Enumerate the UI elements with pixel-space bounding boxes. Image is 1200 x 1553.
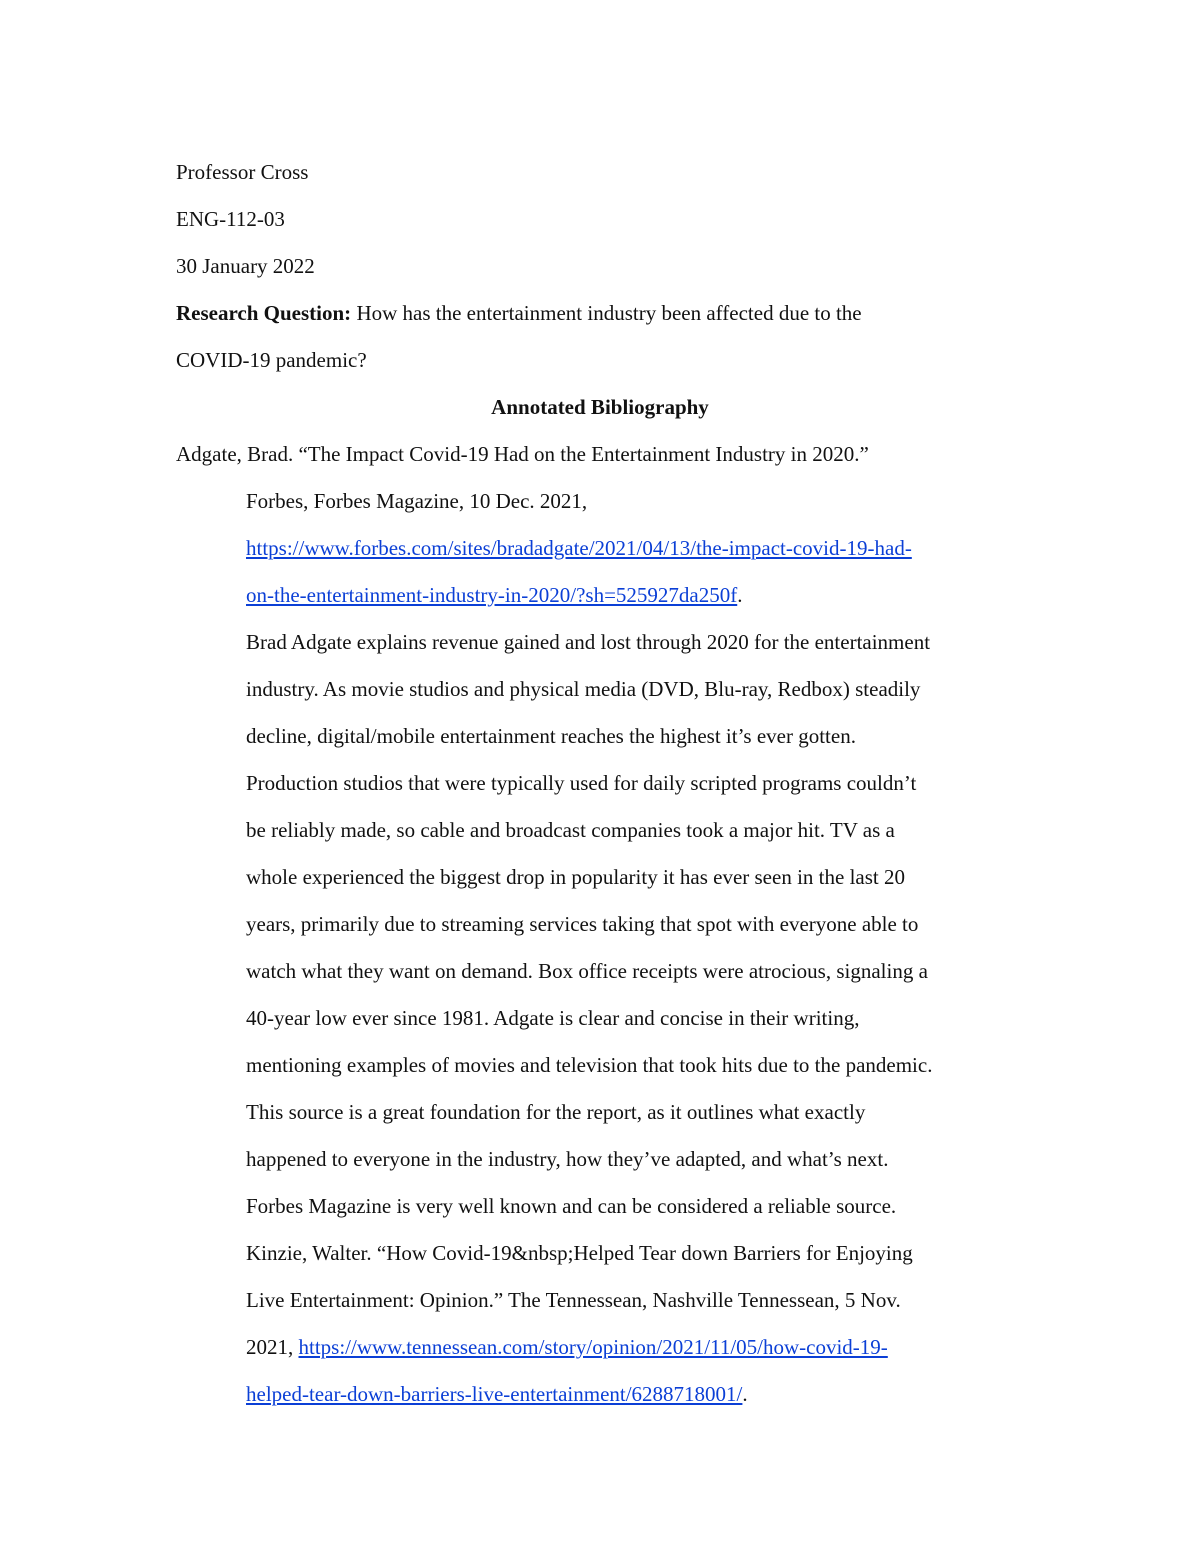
citation-1-line-1: Adgate, Brad. “The Impact Covid-19 Had on the Entertainment Industry in 2020.”: [176, 442, 869, 466]
annotation-1-line: 40-year low ever since 1981. Adgate is clear and concise in their writing,: [246, 1006, 860, 1030]
course-code: ENG-112-03: [176, 207, 285, 231]
citation-2-url-line-2: [246, 1380, 748, 1408]
research-question-text-1: How has the entertainment industry been affected due to the: [356, 301, 862, 325]
annotation-1-line: This source is a great foundation for the report, as it outlines what exactly: [246, 1100, 866, 1124]
research-question-label: Research Question:: [176, 301, 352, 325]
research-question-line-2: COVID-19 pandemic?: [176, 348, 367, 372]
citation-2-year: 2021,: [246, 1335, 299, 1359]
citation-1-line-2: Forbes, Forbes Magazine, 10 Dec. 2021,: [246, 489, 588, 513]
annotation-1-line: be reliably made, so cable and broadcast companies took a major hit. TV as a: [246, 818, 895, 842]
citation-2-period: .: [742, 1382, 748, 1406]
citation-1-url-line-2: [246, 581, 742, 609]
citation-2-line-3: [246, 1333, 888, 1361]
annotation-1-line: Production studios that were typically used for daily scripted programs couldn’t: [246, 771, 917, 795]
annotation-1-line: Brad Adgate explains revenue gained and lost through 2020 for the entertainment: [246, 630, 931, 654]
page-title: Annotated Bibliography: [491, 395, 709, 419]
annotation-1-line: industry. As movie studios and physical media (DVD, Blu-ray, Redbox) steadily: [246, 677, 921, 701]
citation-1-period: .: [737, 583, 743, 607]
citation-1-url-line-1: [246, 534, 912, 562]
annotation-1-line: whole experienced the biggest drop in popularity it has ever seen in the last 20: [246, 865, 905, 889]
annotation-1-line: watch what they want on demand. Box office receipts were atrocious, signaling a: [246, 959, 928, 983]
instructor-name: Professor Cross: [176, 160, 309, 184]
citation-2-link-part-1[interactable]: https://www.tennessean.com/story/opinion/2021/11/05/how-covid-19-: [298, 1335, 888, 1359]
annotation-1-line: happened to everyone in the industry, how they’ve adapted, and what’s next.: [246, 1147, 889, 1171]
document-date: 30 January 2022: [176, 254, 315, 278]
citation-2-link-part-2[interactable]: helped-tear-down-barriers-live-entertainment/6288718001/: [246, 1382, 743, 1406]
citation-1-link-part-1[interactable]: https://www.forbes.com/sites/bradadgate/2021/04/13/the-impact-covid-19-had-: [246, 536, 912, 560]
annotation-1-line: decline, digital/mobile entertainment reaches the highest it’s ever gotten.: [246, 724, 856, 748]
annotation-1-line: years, primarily due to streaming services taking that spot with everyone able to: [246, 912, 919, 936]
citation-2-line-2: Live Entertainment: Opinion.” The Tennessean, Nashville Tennessean, 5 Nov.: [246, 1288, 901, 1312]
research-question-line-1: [176, 299, 862, 327]
annotation-1-line: Forbes Magazine is very well known and can be considered a reliable source.: [246, 1194, 897, 1218]
citation-1-link-part-2[interactable]: on-the-entertainment-industry-in-2020/?sh=525927da250f: [246, 583, 738, 607]
citation-2-line-1: Kinzie, Walter. “How Covid-19&nbsp;Helped Tear down Barriers for Enjoying: [246, 1241, 913, 1265]
annotation-1-line: mentioning examples of movies and television that took hits due to the pandemic.: [246, 1053, 933, 1077]
